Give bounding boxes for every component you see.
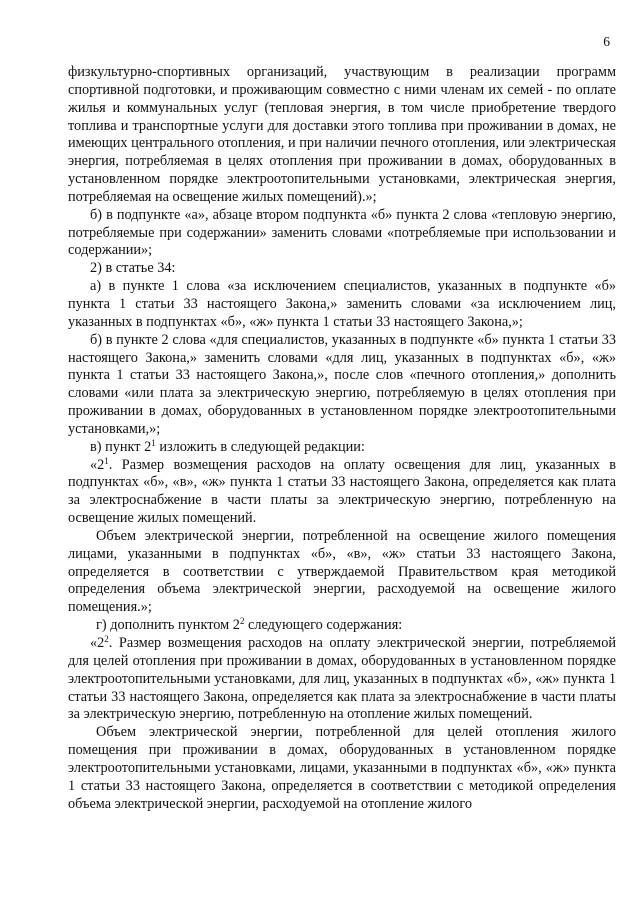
paragraph-lighting-volume: Объем электрической энергии, потребленной на освещение жилого помещения лицами, указанными в подпунктах «б», «в», «ж» статьи 33 настоящего Закона, определяется в соответствии с утверждаемой Правительством края методикой определения объема электрической энергии, расходуемой на освещение жилого помещения.»; bbox=[68, 527, 616, 616]
paragraph-heating-volume: Объем электрической энергии, потребленной для целей отопления жилого помещения при проживании в домах, оборудованных в установленном порядке электроотопительными установками, лицами, указанными в подпунктах «б», «ж» пункта 1 статьи 33 настоящего Закона, определяется в соответствии с методикой определения объема электрической энергии, расходуемой на отопление жилого bbox=[68, 724, 616, 812]
paragraph-item-2: 2) в статье 34: bbox=[90, 260, 176, 277]
superscript: 2 bbox=[239, 616, 245, 627]
superscript: 2 bbox=[104, 634, 109, 644]
superscript: 1 bbox=[151, 437, 156, 448]
paragraph-subitem-a: а) в пункте 1 слова «за исключением специалистов, указанных в подпункте «б» пункта 1 статьи 33 настоящего Закона,» заменить словами «за исключением лиц, указанных в подпунктах «б», «ж» пункта 1 статьи 33 настоящего Закона,»; bbox=[68, 278, 616, 330]
page-number: 6 bbox=[603, 34, 610, 49]
paragraph-subitem-b2: б) в пункте 2 слова «для специалистов, указанных в подпункте «б» пункта 1 статьи 33 настоящего Закона,» заменить словами «для лиц, указанных в подпунктах «б», «ж» пункта 1 статьи 33 настоящего Закона,», после слов «печного отопления,» дополнить словами «или плата за электрическую энергию, потребляемую в целях отопления при проживании в домах, оборудованных в установленном порядке электроотопительными установками,»; bbox=[68, 331, 616, 437]
paragraph-subitem-b: б) в подпункте «а», абзаце втором подпункта «б» пункта 2 слова «тепловую энергию, потребляемые при содержании» заменить словами «потребляемые при использовании и содержании»; bbox=[68, 206, 616, 259]
superscript: 1 bbox=[104, 455, 109, 466]
paragraph-subitem-g: г) дополнить пунктом $2^2$ следующего содержания: bbox=[96, 616, 403, 634]
document-body bbox=[68, 64, 616, 813]
paragraph-point-2-2: «$2^2$. Размер возмещения расходов на оплату электрической энергии, потребляемой для целей отопления при проживании в домах, оборудованных в установленном порядке электроотопительными установками, для лиц, указанных в подпунктах «б», «ж» пункта 1 статьи 33 настоящего Закона, определяется как плата за электроснабжение в части платы за электрическую энергию, потребленную на отопление жилых помещений. bbox=[68, 634, 616, 723]
paragraph-point-2-1: «$2^1$. Размер возмещения расходов на оплату освещения для лиц, указанных в подпунктах «б», «в», «ж» пункта 1 статьи 33 настоящего Закона, определяется как плата за электроснабжение в части платы за электрическую энергию, потребленную на освещение жилых помещений. bbox=[68, 455, 616, 527]
paragraph-continuation: физкультурно-спортивных организаций, участвующим в реализации программ спортивной подготовки, и проживающим совместно с ними членам их семей - по оплате жилья и коммунальных услуг (тепловая энергия, в том числе приобретение твердого топлива и транспортные услуги для доставки этого топлива при проживании в домах, не имеющих центрального отопления, и при наличии печного отопления, или электрическая энергия, потребляемая в целях отопления при проживании в домах, оборудованных в установленном порядке электроотопительными установками, электрическая энергия, потребляемая на освещение жилых помещений).»; bbox=[68, 64, 616, 205]
paragraph-subitem-v: в) пункт $2^1$ изложить в следующей редакции: bbox=[90, 437, 365, 455]
